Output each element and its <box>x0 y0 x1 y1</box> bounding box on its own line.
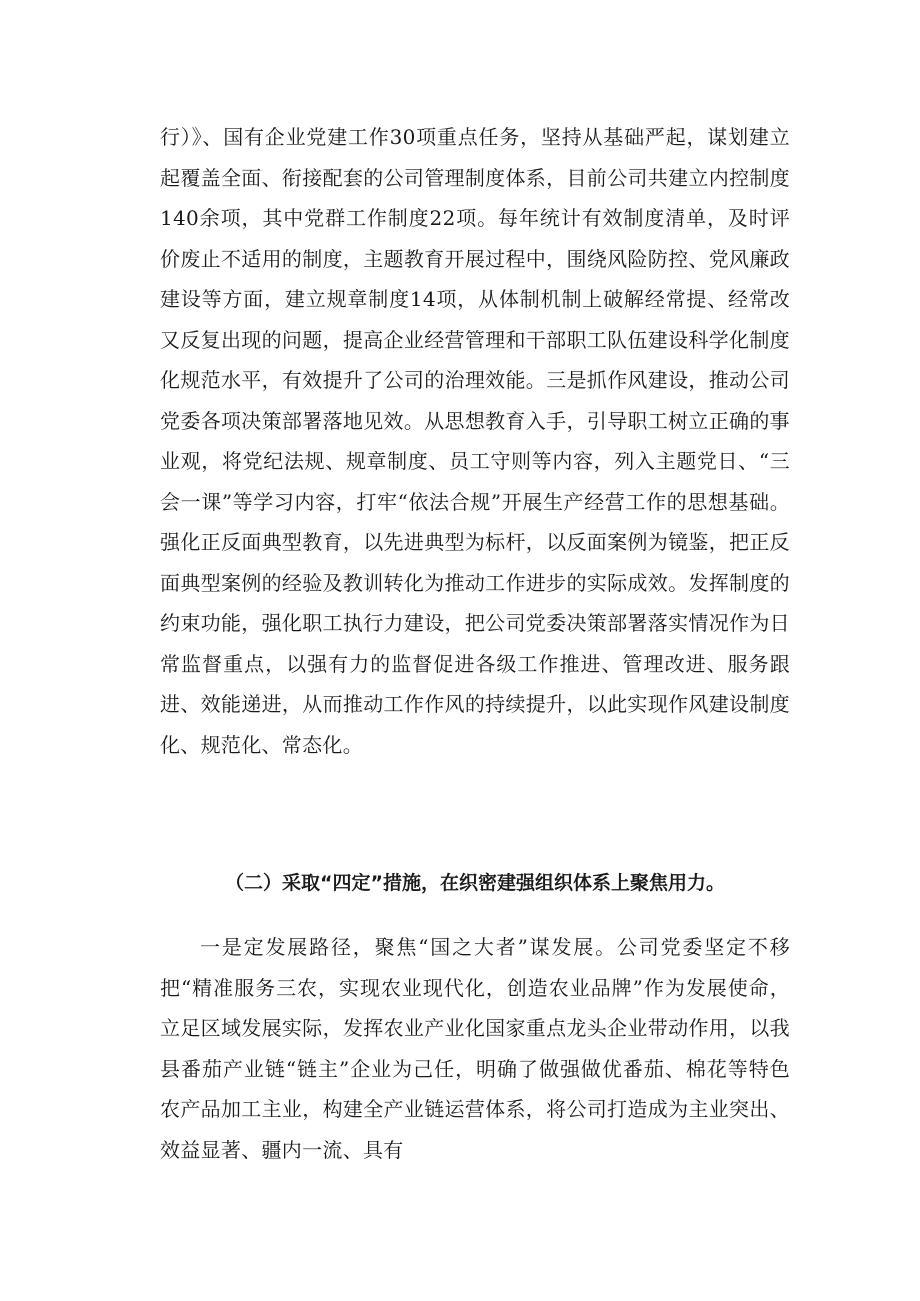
body-paragraph-2: 一是定发展路径，聚焦“国之大者”谋发展。公司党委坚定不移把“精准服务三农，实现农业现代化，创造农业品牌”作为发展使命，立足区域发展实际，发挥农业产业化国家重点龙头企业带动作用，以我县番茄产业链“链主”企业为己任，明确了做强做优番茄、棉花等特色农产品加工主业，构建全产业链运营体系，将公司打造成为主业突出、效益显著、疆内一流、具有 <box>160 935 790 1162</box>
body-paragraph-1: 行）》、国有企业党建工作30项重点任务，坚持从基础严起，谋划建立起覆盖全面、衔接配套的公司管理制度体系，目前公司共建立内控制度140余项，其中党群工作制度22项。每年统计有效制度清单，及时评价废止不适用的制度，主题教育开展过程中，围绕风险防控、党风廉政建设等方面，建立规章制度14项，从体制机制上破解经常提、经常改又反复出现的问题，提高企业经营管理和干部职工队伍建设科学化制度化规范水平，有效提升了公司的治理效能。三是抓作风建设，推动公司党委各项决策部署落地见效。从思想教育入手，引导职工树立正确的事业观，将党纪法规、规章制度、员工守则等内容，列入主题党日、“三会一课”等学习内容，打牢“依法合规”开展生产经营工作的思想基础。强化正反面典型教育，以先进典型为标杆，以反面案例为镜鉴，把正反面典型案例的经验及教训转化为推动工作进步的实际成效。发挥制度的约束功能，强化职工执行力建设，把公司党委决策部署落实情况作为日常监督重点，以强有力的监督促进各级工作推进、管理改进、服务跟进、效能递进，从而推动工作作风的持续提升，以此实现作风建设制度化、规范化、常态化。 <box>160 125 790 757</box>
section-heading: （二）采取“四定”措施，在织密建强组织体系上聚焦用力。 <box>225 872 725 894</box>
